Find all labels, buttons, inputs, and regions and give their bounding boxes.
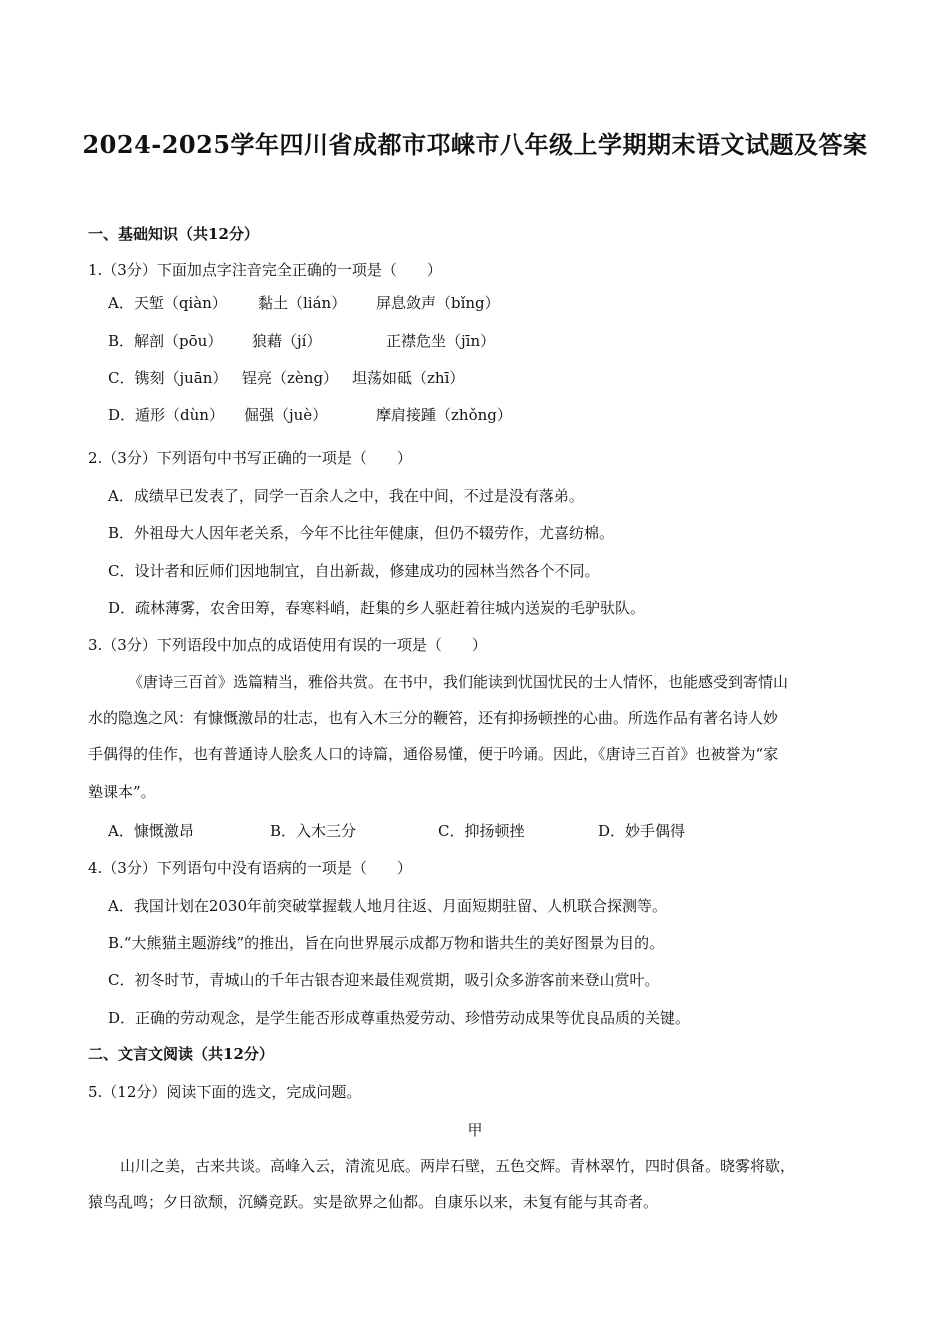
question-3-passage-line-1: 《唐诗三百首》选篇精当，雅俗共赏。在书中，我们能读到忧国忧民的士人情怀，也能感受到寄情山 — [128, 673, 789, 691]
option-c-item-1: C．镌刻（juān） — [108, 369, 228, 387]
question-5-stem: 5.（12分）阅读下面的选文，完成问题。 — [88, 1083, 362, 1101]
question-4-option-c: C．初冬时节，青城山的千年古银杏迎来最佳观赏期，吸引众多游客前来登山赏叶。 — [108, 971, 660, 989]
question-2-option-b: B．外祖母大人因年老关系，今年不比往年健康，但仍不辍劳作，尤喜纺棉。 — [108, 524, 615, 542]
question-4-option-d: D．正确的劳动观念，是学生能否形成尊重热爱劳动、珍惜劳动成果等优良品质的关键。 — [108, 1009, 691, 1027]
option-a-item-3: 屏息敛声（bǐng） — [376, 294, 500, 312]
passage-jia-line-2: 猿鸟乱鸣；夕日欲颓，沉鳞竞跃。实是欲界之仙都。自康乐以来，未复有能与其奇者。 — [88, 1193, 659, 1211]
question-2-option-c: C．设计者和匠师们因地制宜，自出新裁，修建成功的园林当然各个不同。 — [108, 562, 600, 580]
question-2-stem: 2.（3分）下列语句中书写正确的一项是（ ） — [88, 449, 412, 467]
option-d-item-2: 倔强（juè） — [244, 406, 328, 424]
passage-label-jia: 甲 — [467, 1121, 483, 1139]
section-heading-classical-reading: 二、文言文阅读（共12分） — [88, 1045, 274, 1063]
question-4-option-a: A．我国计划在2030年前突破掌握载人地月往返、月面短期驻留、人机联合探测等。 — [108, 897, 668, 915]
question-4-option-b: B.“大熊猫主题游线”的推出，旨在向世界展示成都万物和谐共生的美好图景为目的。 — [108, 934, 665, 952]
option-b-item-3: 正襟危坐（jīn） — [386, 332, 496, 350]
question-4-stem: 4.（3分）下列语句中没有语病的一项是（ ） — [88, 859, 412, 877]
question-2-option-d: D．疏林薄雾，农舍田筹，春寒料峭，赶集的乡人驱赶着往城内送炭的毛驴驮队。 — [108, 599, 646, 617]
section-heading-basic-knowledge: 一、基础知识（共12分） — [88, 225, 259, 243]
question-3-passage-line-4: 塾课本”。 — [88, 783, 156, 801]
question-3-option-a: A．慷慨激昂 — [108, 822, 194, 840]
question-3-stem: 3.（3分）下列语段中加点的成语使用有误的一项是（ ） — [88, 636, 487, 654]
option-d-item-3: 摩肩接踵（zhǒng） — [376, 406, 512, 424]
option-c-item-2: 锃亮（zèng） — [242, 369, 339, 387]
question-3-passage-line-3: 手偶得的佳作，也有普通诗人脍炙人口的诗篇，通俗易懂，便于吟诵。因此，《唐诗三百首》也被誉为“家 — [88, 745, 779, 763]
option-c-item-3: 坦荡如砥（zhī） — [352, 369, 465, 387]
option-a-item-1: A．天堑（qiàn） — [108, 294, 227, 312]
question-1-stem: 1.（3分）下面加点字注音完全正确的一项是（ ） — [88, 261, 442, 279]
question-3-passage-line-2: 水的隐逸之风：有慷慨激昂的壮志，也有入木三分的鞭笞，还有抑扬顿挫的心曲。所选作品有著名诗人妙 — [88, 709, 779, 727]
option-b-item-1: B．解剖（pōu） — [108, 332, 223, 350]
option-d-item-1: D．遁形（dùn） — [108, 406, 224, 424]
option-a-item-2: 黏土（lián） — [258, 294, 347, 312]
question-3-option-b: B．入木三分 — [270, 822, 357, 840]
question-3-option-d: D．妙手偶得 — [598, 822, 686, 840]
question-2-option-a: A．成绩早已发表了，同学一百余人之中，我在中间，不过是没有落弟。 — [108, 487, 584, 505]
question-3-option-c: C．抑扬顿挫 — [438, 822, 525, 840]
option-b-item-2: 狼藉（jí） — [252, 332, 322, 350]
passage-jia-line-1: 山川之美，古来共谈。高峰入云，清流见底。两岸石壁，五色交辉。青林翠竹，四时俱备。晓雾将歇， — [120, 1157, 796, 1175]
page-title: 2024-2025学年四川省成都市邛崃市八年级上学期期末语文试题及答案 — [82, 130, 868, 159]
